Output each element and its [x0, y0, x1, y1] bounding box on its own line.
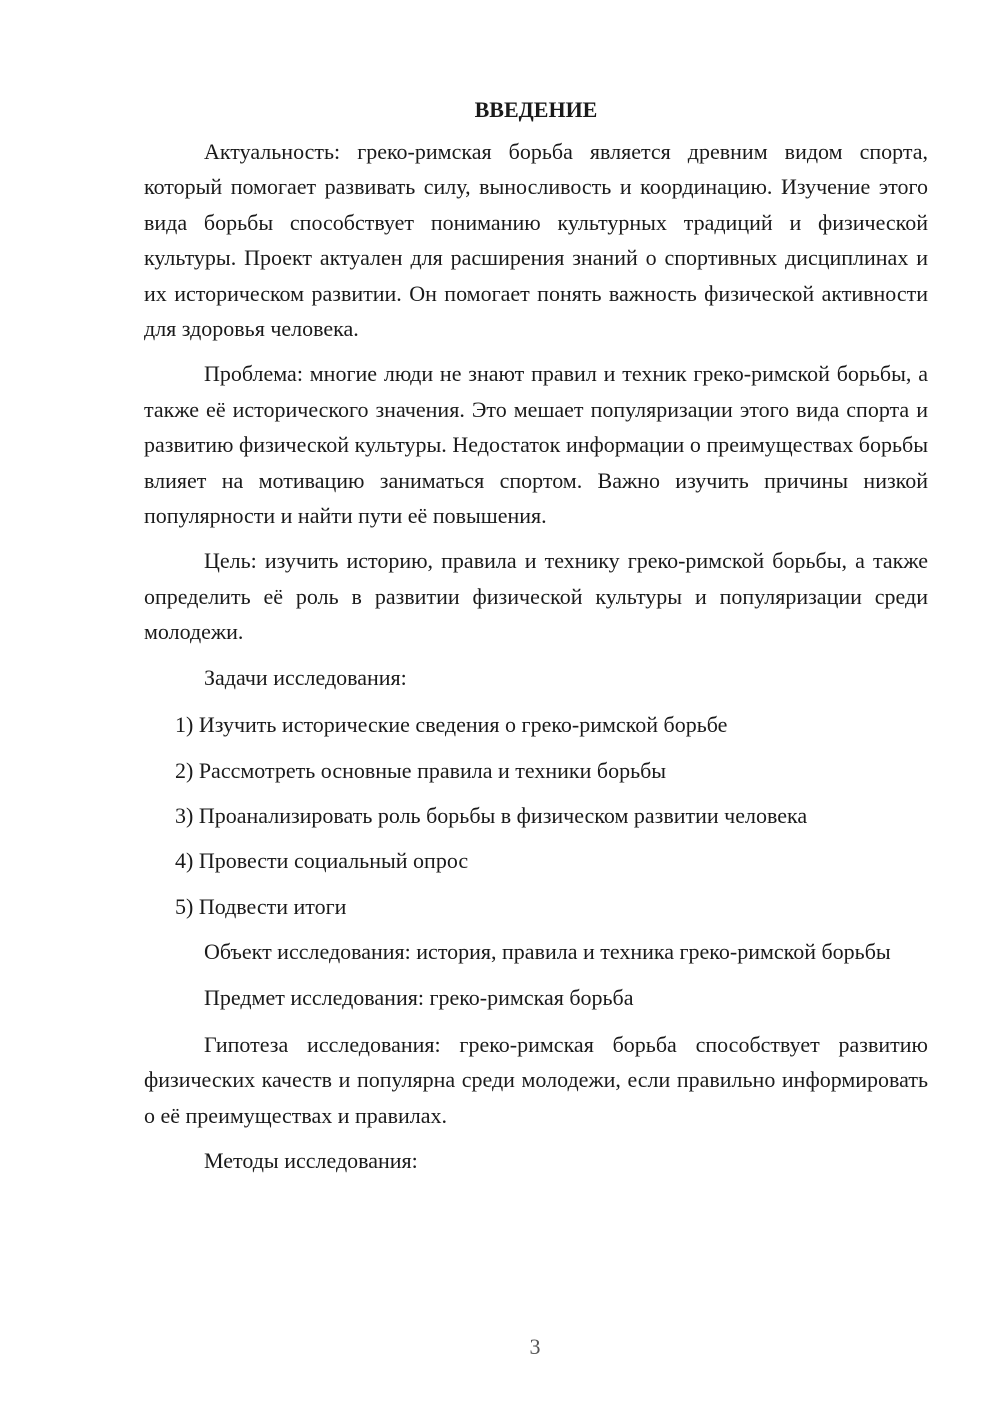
methods-title: Методы исследования:: [204, 1148, 418, 1174]
task-item-5: 5) Подвести итоги: [175, 893, 347, 919]
tasks-title: Задачи исследования:: [204, 664, 407, 690]
task-item-4: 4) Провести социальный опрос: [175, 848, 469, 874]
section-heading: ВВЕДЕНИЕ: [474, 97, 598, 122]
paragraph-relevance: Актуальность: греко-римская борьба является древним видом спорта, который помогает развивать силу, выносливость и координацию. Изучение этого вида борьбы способствует пониманию культурных традиций и физической культуры. Проект актуален для расширения знаний о спортивных дисциплинах и их историческом развитии. Он помогает понять важность физической активности для здоровья человека.: [144, 139, 928, 342]
paragraph-object: Объект исследования: история, правила и техника греко-римской борьбы: [204, 939, 891, 965]
page-number: 3: [529, 1334, 541, 1359]
paragraph-hypothesis: Гипотеза исследования: греко-римская борьба способствует развитию физических качеств и популярна среди молодежи, если правильно информировать о её преимуществах и правилах.: [144, 1031, 928, 1128]
paragraph-goal: Цель: изучить историю, правила и технику греко-римской борьбы, а также определить её роль в развитии физической культуры и популяризации среди молодежи.: [144, 548, 928, 645]
paragraph-problem: Проблема: многие люди не знают правил и техник греко-римской борьбы, а также её исторического значения. Это мешает популяризации этого вида спорта и развитию физической культуры. Недостаток информации о преимуществах борьбы влияет на мотивацию заниматься спортом. Важно изучить причины низкой популярности и найти пути её повышения.: [144, 361, 928, 529]
page-content: [144, 96, 928, 1191]
task-item-3: 3) Проанализировать роль борьбы в физическом развитии человека: [175, 802, 808, 828]
paragraph-subject: Предмет исследования: греко-римская борьба: [204, 984, 634, 1010]
tasks-list: [144, 707, 928, 924]
task-item-1: 1) Изучить исторические сведения о греко-римской борьбе: [175, 712, 728, 738]
task-item-2: 2) Рассмотреть основные правила и техники борьбы: [175, 757, 667, 783]
